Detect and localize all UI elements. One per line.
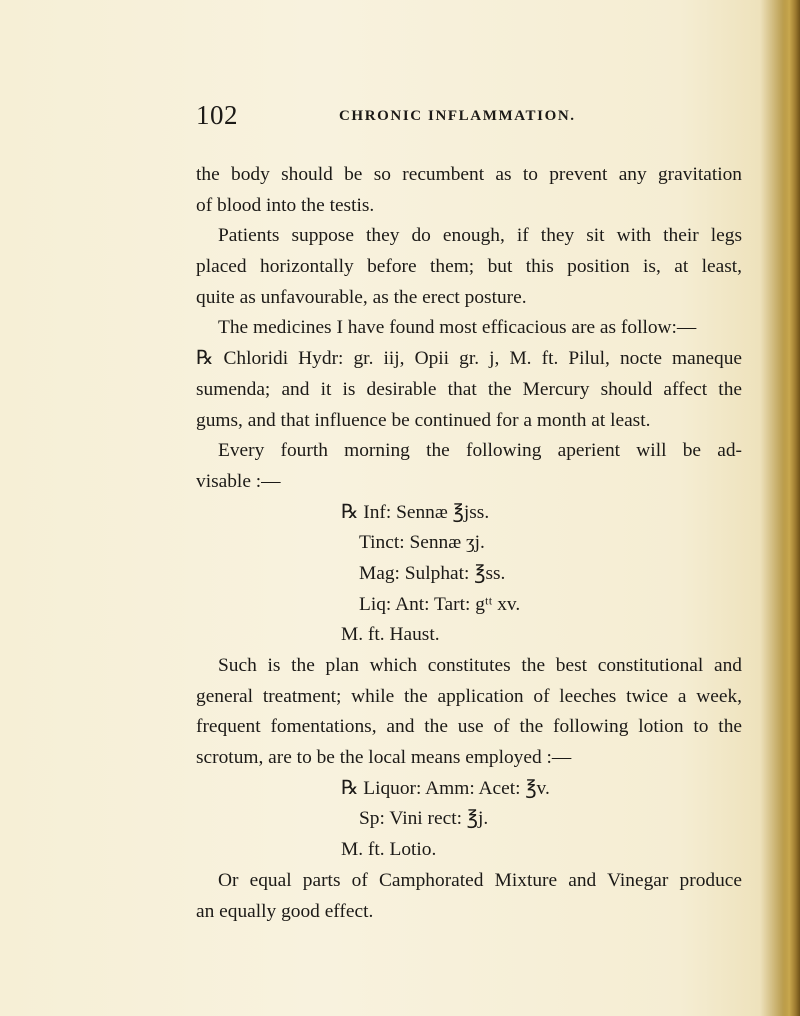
page-edge-shadow — [782, 0, 800, 1016]
text-line: gums, and that influence be continued for a month at least. — [196, 409, 651, 431]
text-line: scrotum, are to be the local means employed :— — [196, 747, 572, 769]
page-header — [196, 100, 756, 134]
text-line: visable :— — [196, 470, 281, 492]
body-text — [196, 160, 742, 927]
text-line: of blood into the testis. — [196, 194, 375, 216]
text-line: the body should be so recumbent as to prevent any gravitation — [196, 164, 742, 185]
text-line: Or equal parts of Camphorated Mixture and Vinegar produce — [218, 869, 742, 891]
text-line: general treatment; while the application of leeches twice a week, — [196, 685, 742, 707]
text-line: Such is the plan which constitutes the best constitutional and — [218, 655, 742, 676]
page-number: 102 — [196, 100, 238, 130]
prescription-line: M. ft. Lotio. — [341, 839, 437, 861]
prescription-line: ℞ Liquor: Amm: Acet: ℥v. — [341, 777, 550, 799]
prescription-line: Liq: Ant: Tart: gᵗᵗ xv. — [359, 593, 521, 615]
text-line: Every fourth morning the following aperient will be ad- — [218, 440, 742, 462]
text-line: Patients suppose they do enough, if they sit with their legs — [218, 225, 742, 247]
text-line: The medicines I have found most efficacious are as follow:— — [218, 317, 697, 339]
prescription-line: Mag: Sulphat: ℥ss. — [359, 562, 506, 584]
prescription-line: Sp: Vini rect: ℥j. — [359, 808, 489, 830]
prescription-line: ℞ Inf: Sennæ ℥jss. — [341, 501, 490, 523]
text-line: ℞ Chloridi Hydr: gr. iij, Opii gr. j, M. ft. Pilul, nocte maneque — [196, 348, 742, 370]
running-title: CHRONIC INFLAMMATION. — [339, 108, 576, 124]
text-line: quite as unfavourable, as the erect posture. — [196, 286, 527, 308]
prescription-line: M. ft. Haust. — [341, 624, 440, 646]
text-line: an equally good effect. — [196, 900, 374, 922]
text-line: frequent fomentations, and the use of the following lotion to the — [196, 716, 742, 738]
text-line: sumenda; and it is desirable that the Mercury should affect the — [196, 378, 742, 400]
text-line: placed horizontally before them; but this position is, at least, — [196, 256, 742, 278]
prescription-line: Tinct: Sennæ ʒj. — [359, 532, 485, 554]
